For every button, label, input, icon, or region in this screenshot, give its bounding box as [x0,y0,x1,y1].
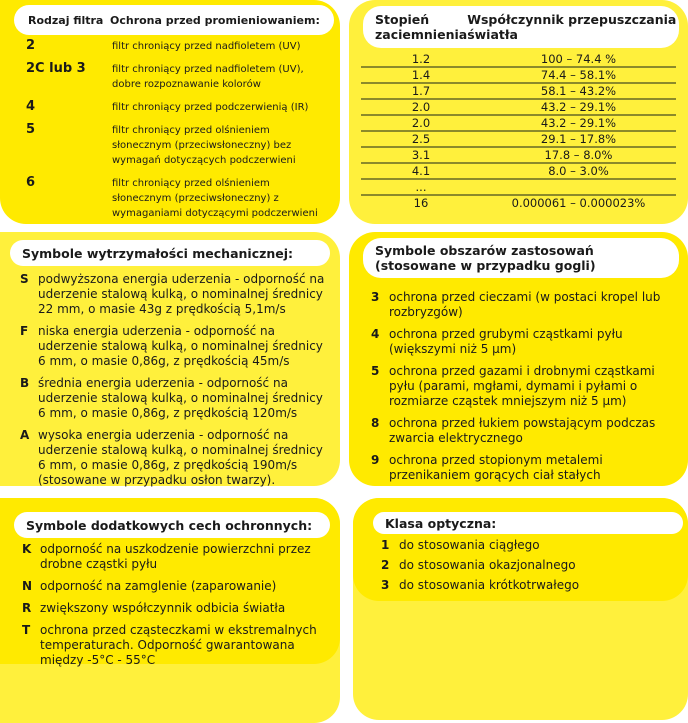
list-item [381,578,676,593]
transmission-range [481,179,676,195]
list-item [381,538,676,553]
filter-types-list [26,38,332,228]
table-row [361,67,676,83]
optical-list [381,538,676,598]
filter-description: filtr chroniący przed olśnieniem słonecznym (przeciwsłoneczny) bez wymagań dotyczących podczerwieni [112,125,296,166]
list-item [20,272,328,317]
areas-list [371,290,676,490]
mechanical-list [20,272,328,495]
symbol-description: średnia energia uderzenia - odporność na uderzenie stalową kulką, o nominalnej średnicy 6 mm, o masie 0,86g, z prędkością 120m/s [38,376,323,420]
filter-code: 5 [26,122,36,137]
optical-title: Klasa optyczna: [373,512,683,534]
filter-description: filtr chroniący przed nadfioletem (UV), dobre rozpoznawanie kolorów [112,64,304,90]
transmission-range: 74.4 – 58.1% [481,67,676,83]
symbol: 1 [381,538,390,552]
symbol-description: ochrona przed łukiem powstającym podczas zwarcia elektrycznego [389,416,656,445]
symbol: 3 [381,578,390,592]
filter-code: 6 [26,175,36,190]
symbol-description: do stosowania krótkotrwałego [399,578,580,592]
additional-list [22,542,328,675]
shade-level: 4.1 [361,163,481,179]
list-item [20,324,328,369]
filter-row [26,61,332,92]
header-transmission: Współczynnik przepuszczania światła [467,12,677,42]
table-row [361,195,676,210]
mechanical-strength-panel [0,232,340,486]
list-item [22,601,328,616]
symbol-description: do stosowania okazjonalnego [399,558,576,572]
symbol-description: ochrona przed gazami i drobnymi cząstkami pyłu (parami, mgłami, dymami i pyłami o rozmiarze cząstek mniejszym niż 5 µm) [389,364,655,408]
filter-row [26,38,332,54]
transmission-range: 8.0 – 3.0% [481,163,676,179]
symbol: 8 [371,416,380,430]
transmission-range: 43.2 – 29.1% [481,99,676,115]
filter-code: 2C lub 3 [26,61,86,76]
optical-class-panel [353,498,688,720]
list-item [371,290,676,320]
areas-title [363,238,679,278]
symbol-description: ochrona przed cieczami (w postaci kropel lub rozbryzgów) [389,290,661,319]
list-item [22,542,328,572]
areas-title-line2: (stosowane w przypadku gogli) [375,258,596,273]
shade-table [361,52,676,210]
table-row [361,99,676,115]
symbol-description: zwiększony współczynnik odbicia światła [40,601,286,615]
symbol-description: podwyższona energia uderzenia - odporność na uderzenie stalową kulką, o nominalnej średnicy 22 mm, o masie 43g z prędkością 5,1m/s [38,272,325,316]
symbol: S [20,272,29,286]
shade-level: 2.0 [361,115,481,131]
symbol-description: odporność na uszkodzenie powierzchni przez drobne cząstki pyłu [40,542,311,571]
filter-row [26,99,332,115]
list-item [371,453,676,483]
list-item [381,558,676,573]
shade-table-header [363,6,679,48]
filter-description: filtr chroniący przed nadfioletem (UV) [112,41,301,52]
symbol: T [22,623,31,637]
filter-description: filtr chroniący przed podczerwienią (IR) [112,102,309,113]
shade-level: 1.2 [361,52,481,67]
symbol: 3 [371,290,380,304]
symbol: N [22,579,33,593]
list-item [20,428,328,488]
shade-level: ... [361,179,481,195]
transmission-range: 100 – 74.4 % [481,52,676,67]
symbol-description: ochrona przed grubymi cząstkami pyłu (większymi niż 5 µm) [389,327,623,356]
symbol: A [20,428,30,442]
symbol-description: niska energia uderzenia - odporność na uderzenie stalową kulką, o nominalnej średnicy 6 mm, o masie 0,86g, z prędkością 45m/s [38,324,323,368]
list-item [20,376,328,421]
symbol: K [22,542,32,556]
shade-level: 1.7 [361,83,481,99]
list-item [22,579,328,594]
application-areas-panel [349,232,688,486]
list-item [371,364,676,409]
symbol-description: ochrona przed cząsteczkami w ekstremalnych temperaturach. Odporność gwarantowana między -5°C - 55°C [40,623,317,667]
filter-types-panel [0,0,340,224]
mechanical-title: Symbole wytrzymałości mechanicznej: [10,240,330,266]
symbol: R [22,601,32,615]
list-item [371,416,676,446]
table-row [361,52,676,67]
header-shade-level: Stopień zaciemnienia [375,12,468,42]
table-row [361,83,676,99]
filter-row [26,122,332,168]
list-item [22,623,328,668]
symbol: 4 [371,327,380,341]
transmission-range: 43.2 – 29.1% [481,115,676,131]
transmission-range: 0.000061 – 0.000023% [511,196,646,210]
symbol-description: odporność na zamglenie (zaparowanie) [40,579,277,593]
table-row [361,115,676,131]
transmission-range: 58.1 – 43.2% [481,83,676,99]
shade-level: 3.1 [361,147,481,163]
shade-level-panel [349,0,688,224]
symbol: 5 [371,364,380,378]
symbol: 9 [371,453,380,467]
symbol: F [20,324,29,338]
transmission-range: 29.1 – 17.8% [481,131,676,147]
table-row [361,163,676,179]
shade-level: 1.4 [361,67,481,83]
table-row [361,147,676,163]
additional-features-panel [0,498,340,723]
filter-row [26,175,332,221]
additional-title: Symbole dodatkowych cech ochronnych: [14,512,330,538]
symbol-description: do stosowania ciągłego [399,538,540,552]
filter-code: 4 [26,99,36,114]
shade-level: 2.0 [361,99,481,115]
shade-level: 16 [413,196,429,210]
shade-level: 2.5 [361,131,481,147]
header-filter-type: Rodzaj filtra [28,13,104,27]
filter-code: 2 [26,38,36,53]
symbol: B [20,376,30,390]
header-protection: Ochrona przed promieniowaniem: [110,13,320,27]
symbol-description: wysoka energia uderzenia - odporność na uderzenie stalową kulką, o nominalnej średnicy 6 mm, o masie 0,86g, z prędkością 190m/s (stosowane w przypadku osłon twarzy). [38,428,323,487]
table-row [361,131,676,147]
list-item [371,327,676,357]
symbol-description: ochrona przed stopionym metalemi przenikaniem gorących ciał stałych [389,453,603,482]
areas-title-line1: Symbole obszarów zastosowań [375,243,594,258]
table-row [361,179,676,195]
transmission-range: 17.8 – 8.0% [481,147,676,163]
filter-types-header [14,5,334,35]
symbol: 2 [381,558,390,572]
filter-description: filtr chroniący przed olśnieniem słonecznym (przeciwsłoneczny) z wymaganiami dotyczącymi podczerwieni [112,178,318,219]
